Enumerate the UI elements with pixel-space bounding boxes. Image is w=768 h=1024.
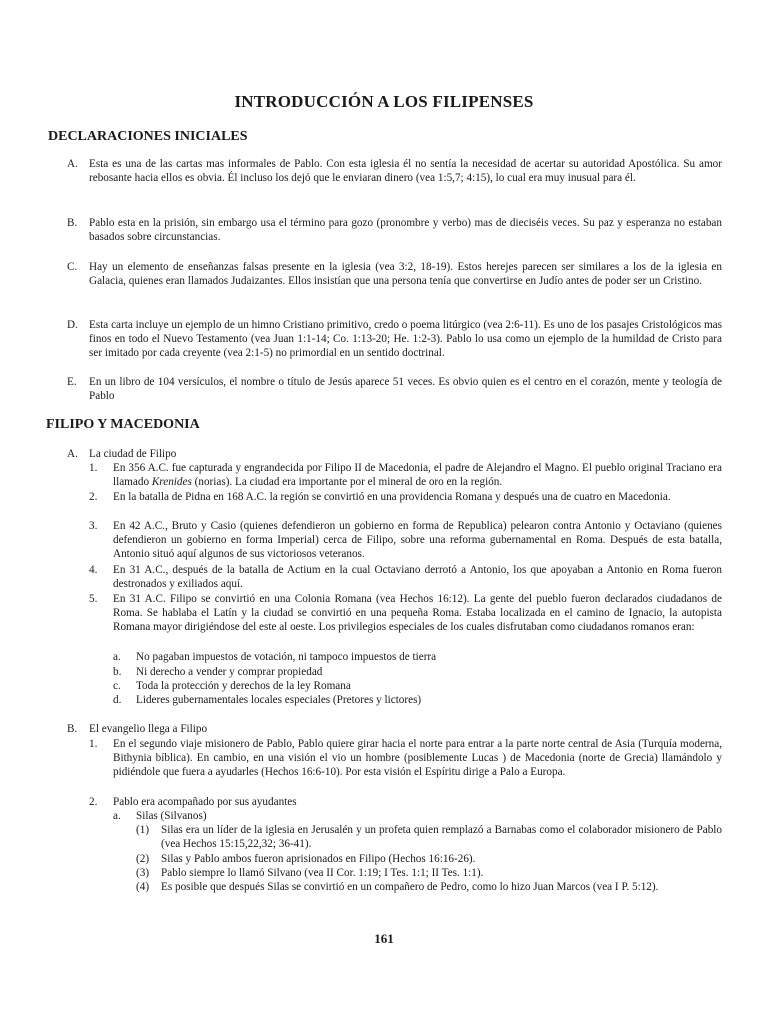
list-item-paragraph: En 42 A.C., Bruto y Casio (quienes defendieron un gobierno en forma de Republica) pelearon contra Antonio y Octaviano (quienes defendieron un gobierno en forma Imperial) cerca de Filipo, sobre una reforma gubernamental en Roma. Después de esta batalla, Antonio situó aquí algunos de sus victoriosos veteranos. <box>113 520 722 561</box>
section-heading-filipo-macedonia: FILIPO Y MACEDONIA <box>46 417 200 432</box>
subsection-label: El evangelio llega a Filipo <box>89 723 208 735</box>
paragraph-text: En 356 A.C. fue capturada y engrandecida por Filipo II de Macedonia, el padre de Alejandro el Magno. El pueblo original Traciano era llamado <box>113 462 722 489</box>
list-marker: 4. <box>89 564 98 576</box>
list-item-paragraph: Toda la protección y derechos de la ley Romana <box>136 680 351 692</box>
list-item-paragraph: En el segundo viaje misionero de Pablo, Pablo quiere girar hacia el norte para entrar a la parte norte central de Asia (Turquía moderna, Bithynia bíblica). En cambio, en una visión el vio un hombre (posiblemente Lucas ) de Macedonia (norte de Grecia) llamándolo y pidiéndole que fuera a ayudarles (Hechos 16:6-10). Por esta visión el Espíritu dirige a Palo a Europa. <box>113 738 722 779</box>
page-title: INTRODUCCIÓN A LOS FILIPENSES <box>234 92 534 111</box>
list-marker: (1) <box>136 824 150 836</box>
paragraph-text: (norias). La ciudad era importante por el mineral de oro en la región. <box>191 476 503 489</box>
list-marker: E. <box>67 376 77 388</box>
list-item-paragraph: Pablo esta en la prisión, sin embargo usa el término para gozo (pronombre y verbo) mas de dieciséis veces. Su paz y esperanza no estaban basados sobre circunstancias. <box>89 217 722 244</box>
list-item-paragraph: Silas era un líder de la iglesia en Jerusalén y un profeta quien remplazó a Barnabas como el colaborador misionero de Pablo (vea Hechos 15:15,22,32; 36-41). <box>161 824 722 851</box>
list-item-paragraph: Es posible que después Silas se convirtió en un compañero de Pedro, como lo hizo Juan Marcos (vea I P. 5:12). <box>161 881 659 893</box>
page-number: 161 <box>374 931 394 946</box>
list-marker: d. <box>113 694 122 706</box>
list-marker: a. <box>113 651 121 663</box>
list-marker: a. <box>113 810 121 822</box>
list-item-paragraph: En 31 A.C., después de la batalla de Actium en la cual Octaviano derrotó a Antonio, los que apoyaban a Antonio en Roma fueron destronados y exiliados aquí. <box>113 564 722 591</box>
list-item-paragraph: Hay un elemento de enseñanzas falsas presente en la iglesia (vea 3:2, 18-19). Estos herejes parecen ser similares a los de la iglesia en Galacia, quienes eran llamados Judaizantes. Ellos insistían que una persona tenía que convertirse en Judío antes de poder ser un Cristino. <box>89 261 722 288</box>
list-marker: 1. <box>89 738 98 750</box>
list-marker: (2) <box>136 853 150 865</box>
list-marker: c. <box>113 680 121 692</box>
list-item-paragraph: Pablo era acompañado por sus ayudantes <box>113 796 297 808</box>
italic-term: Krenides <box>151 476 192 489</box>
list-marker: 1. <box>89 462 98 474</box>
list-marker: A. <box>67 158 78 170</box>
list-marker: B. <box>67 217 78 229</box>
list-marker: B. <box>67 723 78 735</box>
list-item-paragraph: En la batalla de Pidna en 168 A.C. la región se convirtió en una providencia Romana y después una de cuatro en Macedonia. <box>113 491 671 503</box>
list-marker: D. <box>67 319 78 331</box>
list-marker: 5. <box>89 593 98 605</box>
list-marker: b. <box>113 666 122 678</box>
list-item-paragraph: Esta es una de las cartas mas informales de Pablo. Con esta iglesia él no sentía la necesidad de acertar su autoridad Apostólica. Su amor rebosante hacia ellos es obvia. Él incluso los dejó que le enviaran dinero (vea 1:5,7; 4:15), lo cual era muy inusual para él. <box>89 158 722 185</box>
list-item-paragraph: Silas (Silvanos) <box>136 810 207 822</box>
subsection-label: La ciudad de Filipo <box>89 448 177 460</box>
list-item-paragraph: Pablo siempre lo llamó Silvano (vea II Cor. 1:19; I Tes. 1:1; II Tes. 1:1). <box>161 867 484 879</box>
list-item-paragraph: Lideres gubernamentales locales especiales (Pretores y lictores) <box>136 694 422 706</box>
list-item-paragraph: Ni derecho a vender y comprar propiedad <box>136 666 323 678</box>
list-item-paragraph: No pagaban impuestos de votación, ni tampoco impuestos de tierra <box>136 651 437 663</box>
list-item-paragraph <box>113 461 722 489</box>
list-marker: C. <box>67 261 78 273</box>
list-marker: 3. <box>89 520 98 532</box>
list-item-paragraph: En un libro de 104 versículos, el nombre o título de Jesús aparece 51 veces. Es obvio quien es el centro en el corazón, mente y teología de Pablo <box>89 376 722 403</box>
list-marker: 2. <box>89 491 98 503</box>
list-marker: (4) <box>136 881 150 893</box>
list-marker: 2. <box>89 796 98 808</box>
list-marker: (3) <box>136 867 150 879</box>
list-item-paragraph: Silas y Pablo ambos fueron aprisionados en Filipo (Hechos 16:16-26). <box>161 853 476 865</box>
section-heading-declaraciones: DECLARACIONES INICIALES <box>48 129 248 144</box>
list-item-paragraph: Esta carta incluye un ejemplo de un himno Cristiano primitivo, credo o poema litúrgico (vea 2:6-11). Es uno de los pasajes Cristológicos mas finos en todo el Nuevo Testamento (vea Juan 1:1-14; Co. 1:13-20; He. 1:2-3). Pablo lo usa como un ejemplo de la humildad de Cristo para ser imitado por cada creyente (vea 2:1-5) no primordial en un sentido doctrinal. <box>89 319 722 360</box>
list-marker: A. <box>67 448 78 460</box>
list-item-paragraph: En 31 A.C. Filipo se convirtió en una Colonia Romana (vea Hechos 16:12). La gente del pueblo fueron declarados ciudadanos de Roma. Se hablaba el Latín y la ciudad se convirtió en una pequeña Roma. Estaba localizada en el camino de Ignacio, la autopista Romana mayor dirigiéndose del este al oeste. Los privilegios especiales de los cuales disfrutaban como ciudadanos romanos eran: <box>113 593 722 634</box>
